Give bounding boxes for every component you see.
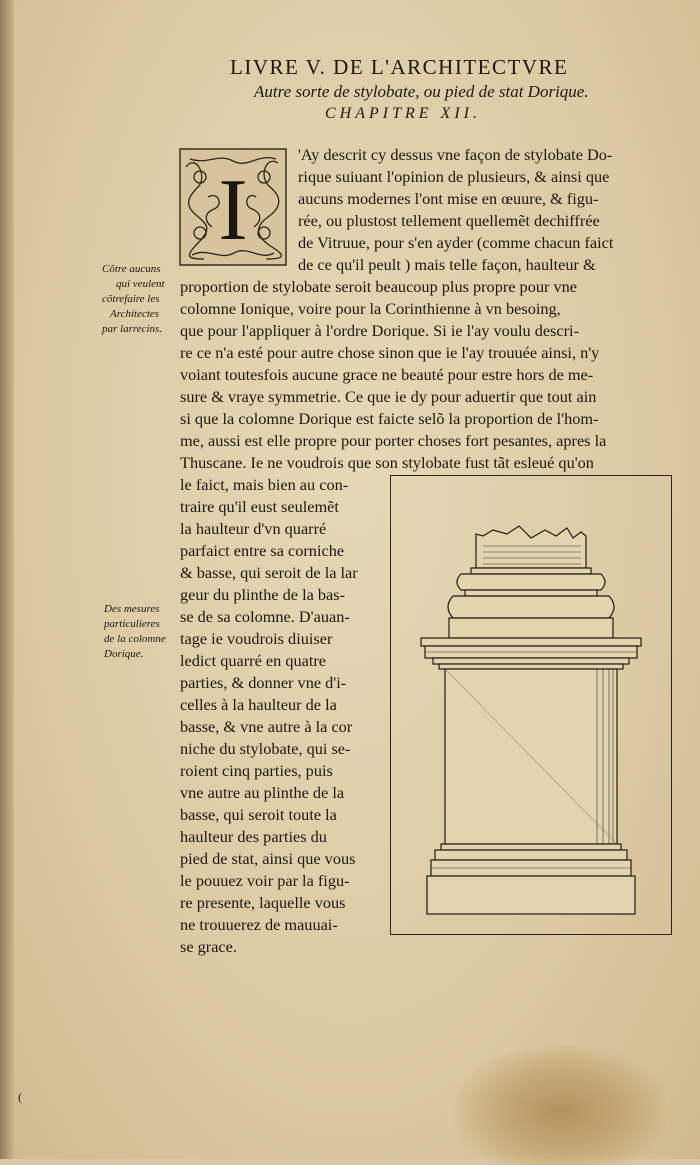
cornice-band [433, 658, 629, 664]
margin-note-line: Architectes [110, 308, 160, 320]
text-line: rée, ou plustost tellement quellemẽt dechiffrée [298, 211, 600, 230]
text-line: niche du stylobate, qui se- [180, 739, 351, 758]
text-line: ne trouuerez de mauuai- [180, 915, 338, 934]
text-line: se grace. [180, 937, 237, 956]
base-torus-lower [448, 596, 614, 618]
text-line: ledict quarré en quatre [180, 651, 326, 670]
page-gutter [0, 0, 14, 1159]
text-line: parfaict entre sa corniche [180, 541, 345, 560]
margin-note-line: qui veulent [116, 278, 165, 290]
base-torus-upper [457, 574, 605, 590]
initial-letter: I [218, 162, 248, 259]
pedestal-plinth [427, 876, 635, 914]
text-line: de ce qu'il peult ) mais telle façon, haulteur & [298, 255, 596, 274]
text-line: sure & vraye symmetrie. Ce que ie dy pour aduertir que tout ain [180, 387, 597, 406]
pedestal-base-fillet [441, 844, 621, 850]
text-line: celles à la haulteur de la [180, 695, 337, 714]
text-line: vne autre au plinthe de la [180, 783, 345, 802]
text-line: le faict, mais bien au con- [180, 475, 349, 494]
chapter-title: Autre sorte de stylobate, ou pied de stat Dorique. [254, 82, 589, 101]
text-line: de Vitruue, pour s'en ayder (comme chacun faict [298, 233, 614, 252]
text-line: basse, qui seroit toute la [180, 805, 337, 824]
text-line: Thuscane. Ie ne voudrois que son stylobate fust tãt esleué qu'on [180, 453, 594, 472]
text-line: se de sa colomne. D'auan- [180, 607, 350, 626]
text-line: 'Ay descrit cy dessus vne façon de stylobate Do- [298, 145, 613, 164]
text-line: la haulteur d'vn quarré [180, 519, 327, 538]
cornice-top [421, 638, 641, 646]
base-plinth [449, 618, 613, 638]
text-line: tage ie voudrois diuiser [180, 629, 333, 648]
text-line: re ce n'a esté pour autre chose sinon que ie l'ay trouuée ainsi, n'y [180, 343, 600, 362]
margin-note-line: Cõtre aucuns [102, 263, 161, 275]
text-line: proportion de stylobate seroit beaucoup plus propre pour vne [180, 277, 577, 296]
text-line: que pour l'appliquer à l'ordre Dorique. Si ie l'ay voulu descri- [180, 321, 579, 340]
pedestal-figure [390, 475, 672, 935]
running-head: LIVRE V. DE L'ARCHITECTVRE [230, 55, 569, 79]
margin-note-line: Des mesures [104, 603, 160, 615]
margin-note-line: Dorique. [104, 648, 144, 660]
chapter-number: CHAPITRE XII. [325, 105, 481, 122]
margin-note-line: cõtrefaire les [102, 293, 160, 305]
base-scotia [465, 590, 597, 596]
text-line: basse, & vne autre à la cor [180, 717, 353, 736]
text-line: geur du plinthe de la bas- [180, 585, 346, 604]
text-line: roient cinq parties, puis [180, 761, 333, 780]
text-line: aucuns modernes l'ont mise en œuure, & figu- [298, 189, 599, 208]
base-fillet [471, 568, 591, 574]
pedestal-base-torus [435, 850, 627, 860]
ornamental-initial [178, 147, 288, 267]
text-line: traire qu'il eust seulemẽt [180, 497, 339, 516]
margin-note-line: particulieres [104, 618, 160, 630]
text-line: re presente, laquelle vous [180, 893, 346, 912]
cornice-fillet [439, 664, 623, 669]
text-line: colomne Ionique, voire pour la Corinthienne à vn besoing, [180, 299, 561, 318]
text-line: & basse, qui seroit de la lar [180, 563, 358, 582]
water-stain [455, 1045, 665, 1165]
text-line: le pouuez voir par la figu- [180, 871, 350, 890]
margin-note-line: de la colomne [104, 633, 166, 645]
column-shaft [476, 526, 586, 568]
text-line: voiant toutesfois aucune grace ne beauté pour estre hors de me- [180, 365, 594, 384]
text-line: si que la colomne Dorique est faicte selõ la proportion de l'hom- [180, 409, 599, 428]
text-line: rique suiuant l'opinion de plusieurs, & ainsi que [298, 167, 610, 186]
text-line: haulteur des parties du [180, 827, 327, 846]
text-line: me, aussi est elle propre pour porter choses fort pesantes, apres la [180, 431, 607, 450]
edge-mark: ( [18, 1090, 22, 1104]
text-line: parties, & donner vne d'i- [180, 673, 347, 692]
text-line: pied de stat, ainsi que vous [180, 849, 356, 868]
margin-note-line: par larrecins. [102, 323, 163, 335]
